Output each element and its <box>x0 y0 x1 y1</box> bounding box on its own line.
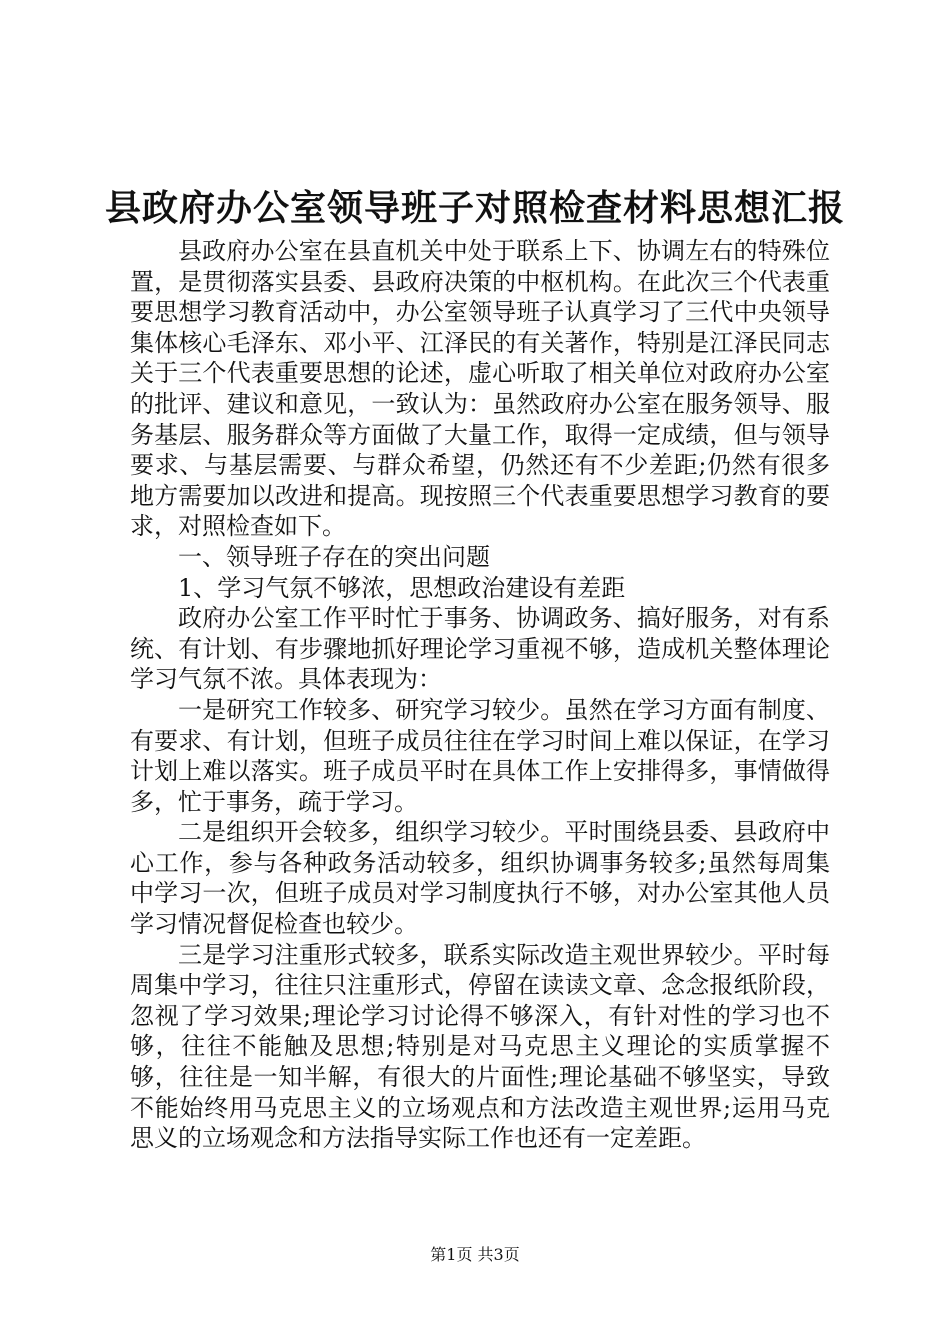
document-title: 县政府办公室领导班子对照检查材料思想汇报 <box>104 187 845 229</box>
document-body <box>130 236 830 1154</box>
subsection-heading: 1、学习气氛不够浓，思想政治建设有差距 <box>178 573 626 602</box>
paragraph-point-three: 三是学习注重形式较多，联系实际改造主观世界较少。平时每周集中学习，往往只注重形式，停留在读读文章、念念报纸阶段，忽视了学习效果;理论学习讨论得不够深入，有针对性的学习也不够，往往不能触及思想;特别是对马克思主义理论的实质掌握不够，往往是一知半解，有很大的片面性;理论基础不够坚实，导致不能始终用马克思主义的立场观点和方法改造主观世界;运用马克思义的立场观念和方法指导实际工作也还有一定差距。 <box>130 940 830 1153</box>
paragraph-point-one: 一是研究工作较多、研究学习较少。虽然在学习方面有制度、有要求、有计划，但班子成员往往在学习时间上难以保证，在学习计划上难以落实。班子成员平时在具体工作上安排得多，事情做得多，忙于事务，疏于学习。 <box>130 695 830 816</box>
section-heading: 一、领导班子存在的突出问题 <box>178 542 490 571</box>
paragraph-overview: 政府办公室工作平时忙于事务、协调政务、搞好服务，对有系统、有计划、有步骤地抓好理论学习重视不够，造成机关整体理论学习气氛不浓。具体表现为： <box>130 604 830 694</box>
paragraph-intro: 县政府办公室在县直机关中处于联系上下、协调左右的特殊位置，是贯彻落实县委、县政府决策的中枢机构。在此次三个代表重要思想学习教育活动中，办公室领导班子认真学习了三代中央领导集体核心毛泽东、邓小平、江泽民的有关著作，特别是江泽民同志关于三个代表重要思想的论述，虚心听取了相关单位对政府办公室的批评、建议和意见，一致认为：虽然政府办公室在服务领导、服务基层、服务群众等方面做了大量工作，取得一定成绩，但与领导要求、与基层需要、与群众希望，仍然还有不少差距;仍然有很多地方需要加以改进和提高。现按照三个代表重要思想学习教育的要求，对照检查如下。 <box>130 237 830 541</box>
page-footer: 第1页 共3页 <box>430 1245 520 1264</box>
paragraph-point-two: 二是组织开会较多，组织学习较少。平时围绕县委、县政府中心工作，参与各种政务活动较多，组织协调事务较多;虽然每周集中学习一次，但班子成员对学习制度执行不够，对办公室其他人员学习情况督促检查也较少。 <box>130 818 830 939</box>
